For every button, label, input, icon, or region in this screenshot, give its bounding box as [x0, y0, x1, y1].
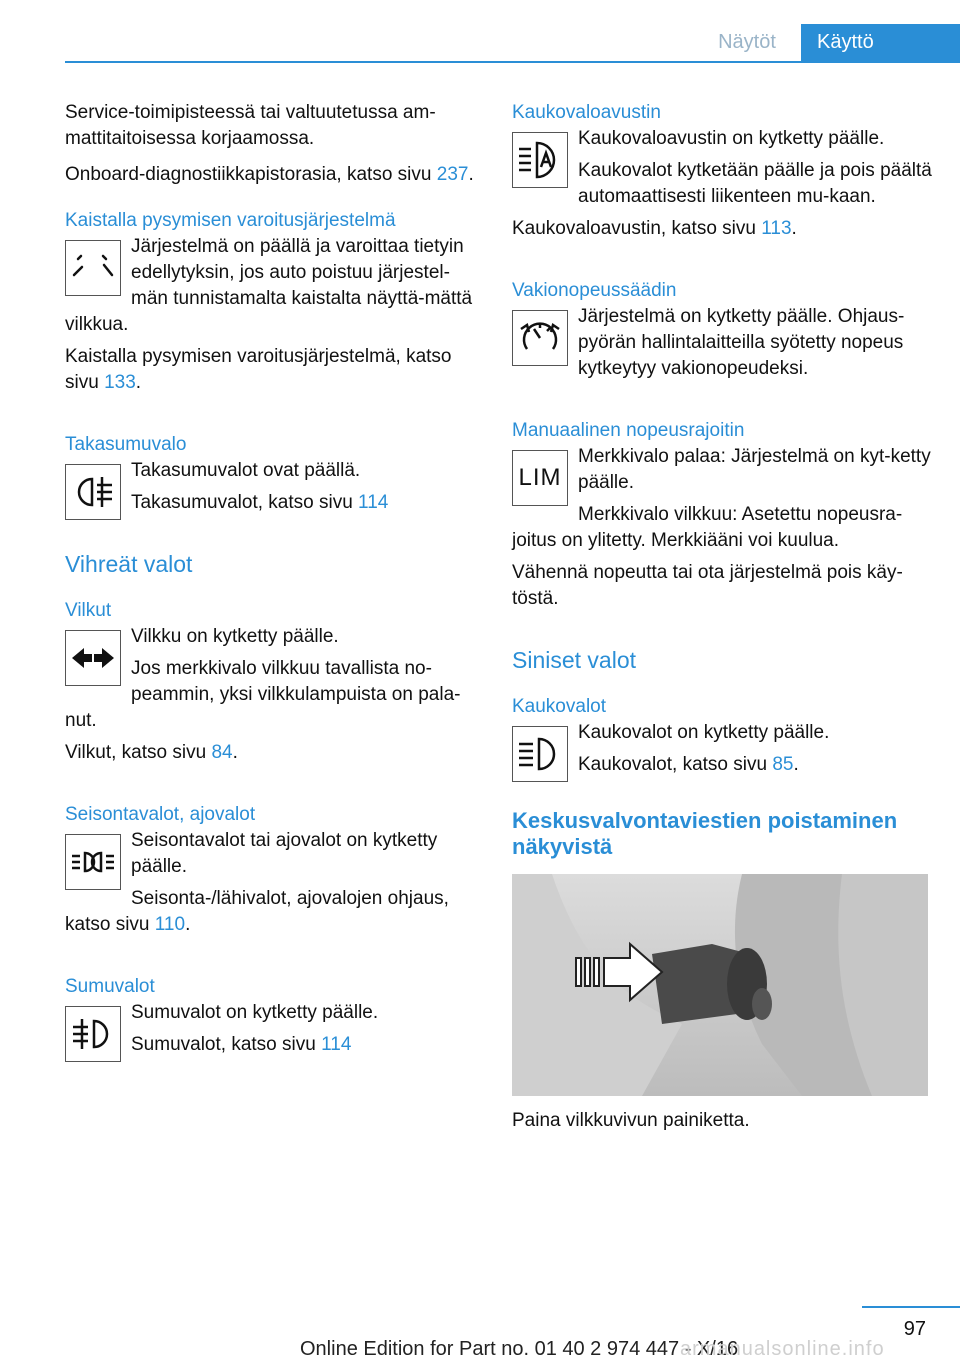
cruise-control-icon: [512, 310, 568, 366]
rearfog-ref: [65, 490, 480, 516]
highbeam-entry: [512, 720, 932, 786]
rearfog-page-link[interactable]: 114: [358, 492, 389, 513]
hba-page-link[interactable]: 113: [761, 218, 792, 239]
front-fog-light-icon: [65, 1006, 121, 1062]
edition-footer: Online Edition for Part no. 01 40 2 974 447 - X/16: [300, 1338, 739, 1360]
parking-entry: [65, 828, 480, 938]
fog-text: Sumuvalot on kytketty päälle.: [131, 1002, 379, 1023]
lane-page-link[interactable]: 133: [104, 372, 136, 393]
cruise-title: Vakionopeussäädin: [512, 280, 677, 301]
high-beam-icon: [512, 726, 568, 782]
photo-caption: Paina vilkkuvivun painiketta.: [512, 1110, 750, 1131]
lane-text: Järjestelmä on päällä ja varoittaa tietyin edellytyksin, jos auto poistuu järjestel-män tunnistamalta kaistalta näyttä-mättä vilkkua.: [65, 236, 473, 335]
obd-page-link[interactable]: 237: [436, 164, 469, 185]
parking-text1: Seisontavalot tai ajovalot on kytketty päälle.: [131, 830, 438, 877]
tab-naytot[interactable]: Näytöt: [718, 31, 776, 53]
left-column: [65, 100, 480, 1066]
cruise-text: Järjestelmä on kytketty päälle. Ohjaus-pyörän hallintalaitteilla syötetty nopeus kytkeytyy vakionopeudeksi.: [578, 306, 905, 379]
hba-text2: Kaukovalot kytketään päälle ja pois päältä automaattisesti liikenteen mu-kaan.: [578, 160, 932, 207]
rearfog-ref-text: Takasumuvalot, katso sivu: [131, 492, 359, 513]
speed-limiter-icon: [512, 450, 568, 506]
hba-ref-text: Kaukovaloavustin, katso sivu: [512, 218, 762, 239]
parking-ref-text: Seisonta-/lähivalot, ajovalojen ohjaus, katso sivu: [65, 888, 449, 935]
lane-ref-text: Kaistalla pysymisen varoitusjärjestelmä, katso sivu: [65, 346, 452, 393]
rearfog-text: Takasumuvalot ovat päällä.: [131, 460, 361, 481]
obd-text: Onboard-diagnostiikkapistorasia, katso sivu: [65, 164, 437, 185]
turn-text2: Jos merkkivalo vilkkuu tavallista no-peammin, yksi vilkkulampuista on pala-nut.: [65, 658, 461, 731]
header-rule: [65, 61, 960, 63]
hba-ref: Kaukovaloavustin, katso sivu 113.: [512, 218, 797, 239]
service-paragraph: Service-toimipisteessä tai valtuutetussa am-mattitaitoisessa korjaamossa.: [65, 102, 436, 149]
blue-lights-heading: Siniset valot: [512, 647, 637, 673]
limiter-text1: Merkkivalo palaa: Järjestelmä on kyt-ketty päälle.: [578, 446, 931, 493]
lane-ref: Kaistalla pysymisen varoitusjärjestelmä, katso sivu 133.: [65, 346, 452, 393]
green-lights-heading: Vihreät valot: [65, 551, 193, 577]
hba-title: Kaukovaloavustin: [512, 102, 661, 123]
limiter-text2: Merkkivalo vilkkuu: Asetettu nopeusra-joitus on ylitetty. Merkkiääni voi kuulua.: [512, 504, 903, 551]
turn-signal-icon: [65, 630, 121, 686]
highbeam-text: Kaukovalot on kytketty päälle.: [578, 722, 830, 743]
highbeam-ref-text: Kaukovalot, katso sivu: [578, 754, 773, 775]
turn-stalk-photo: [512, 874, 928, 1096]
rearfog-title: Takasumuvalo: [65, 434, 187, 455]
turn-text1: Vilkku on kytketty päälle.: [131, 626, 339, 647]
rearfog-entry: [65, 458, 480, 524]
limiter-icon-label: LIM: [518, 464, 562, 491]
tab-kaytto[interactable]: Käyttö: [801, 24, 960, 61]
limiter-entry: [512, 444, 932, 612]
page-number: 97: [903, 1318, 926, 1340]
footer-rule: [862, 1306, 960, 1308]
limiter-title: Manuaalinen nopeusrajoitin: [512, 420, 745, 441]
turn-ref: Vilkut, katso sivu 84.: [65, 742, 238, 763]
lane-departure-icon: [65, 240, 121, 296]
lane-entry: [65, 234, 480, 396]
parking-light-icon: [65, 834, 121, 890]
watermark: armanualsonline.info: [680, 1338, 885, 1360]
parking-page-link[interactable]: 110: [154, 914, 186, 935]
cruise-entry: [512, 304, 932, 382]
turn-title: Vilkut: [65, 600, 112, 621]
turn-stalk-illustration: [512, 874, 928, 1096]
fog-page-link[interactable]: 114: [321, 1034, 352, 1055]
limiter-text3: Vähennä nopeutta tai ota järjestelmä pois käy-töstä.: [512, 562, 903, 609]
fog-entry: [65, 1000, 480, 1066]
hide-messages-heading: Keskusvalvontaviestien poistaminen näkyvistä: [512, 808, 898, 859]
hba-text1: Kaukovaloavustin on kytketty päälle.: [578, 128, 885, 149]
page-header: [65, 24, 960, 62]
fog-ref-text: Sumuvalot, katso sivu: [131, 1034, 322, 1055]
highbeam-ref: Kaukovalot, katso sivu 85.: [578, 754, 799, 775]
lane-title: Kaistalla pysymisen varoitusjärjestelmä: [65, 210, 396, 231]
highbeam-title: Kaukovalot: [512, 696, 607, 717]
hba-entry: [512, 126, 932, 242]
turn-page-link[interactable]: 84: [211, 742, 233, 763]
turn-entry: [65, 624, 480, 766]
parking-title: Seisontavalot, ajovalot: [65, 804, 256, 825]
turn-ref-text: Vilkut, katso sivu: [65, 742, 212, 763]
fog-title: Sumuvalot: [65, 976, 155, 997]
rear-fog-light-icon: [65, 464, 121, 520]
parking-text2: Seisonta-/lähivalot, ajovalojen ohjaus, katso sivu 110.: [65, 888, 449, 935]
high-beam-assistant-icon: [512, 132, 568, 188]
fog-ref: [65, 1032, 480, 1058]
highbeam-page-link[interactable]: 85: [772, 754, 794, 775]
obd-paragraph: Onboard-diagnostiikkapistorasia, katso sivu 237.: [65, 164, 474, 185]
right-column: [512, 100, 932, 1134]
